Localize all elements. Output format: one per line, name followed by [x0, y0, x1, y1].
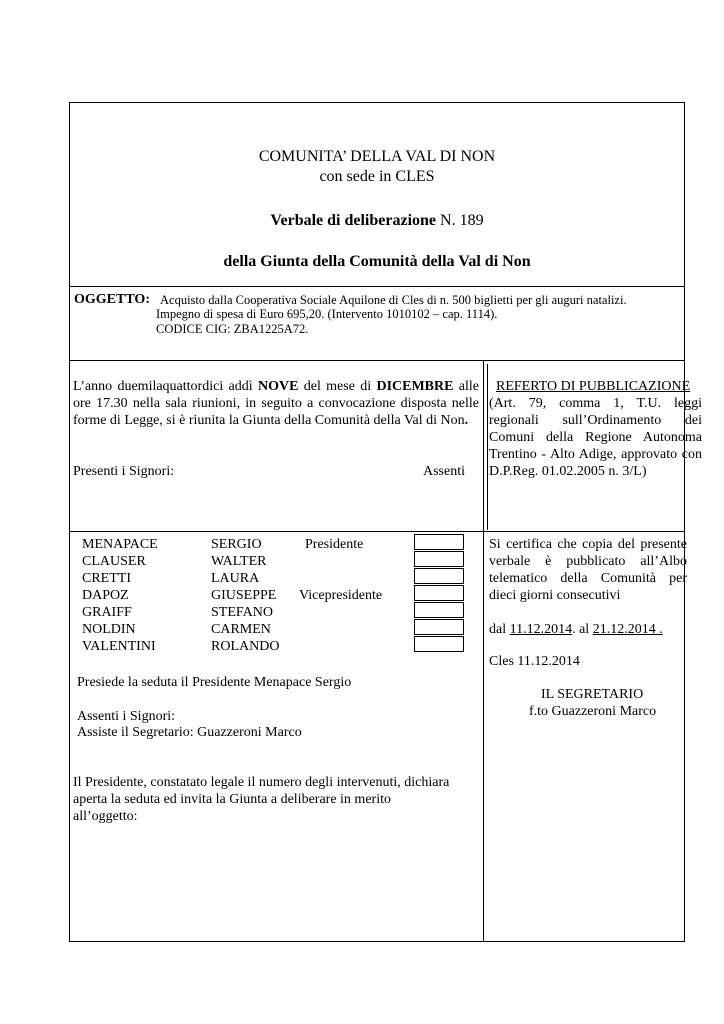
cles-date: Cles 11.12.2014 [489, 654, 580, 669]
member-surname: CLAUSER [82, 554, 146, 569]
intro-text-1: L’anno duemilaquattordici addì [73, 379, 258, 394]
certifica-text: Si certifica che copia del presente verbale è pubblicato all’Albo telematico della Comunità per dieci giorni consecutivi [489, 537, 687, 603]
verbale-label: Verbale di deliberazione [270, 212, 437, 229]
member-name: STEFANO [211, 605, 273, 620]
presidente-text-3: all’oggetto: [73, 809, 138, 824]
intro-month: DICEMBRE [376, 379, 454, 394]
absence-box [414, 568, 464, 584]
member-role: Presidente [305, 537, 364, 552]
frame-top [69, 102, 685, 103]
member-surname: GRAIFF [82, 605, 132, 620]
assiste-text: Assiste il Segretario: Guazzeroni Marco [77, 725, 302, 740]
absence-box [414, 551, 464, 567]
member-name: WALTER [211, 554, 267, 569]
frame-right [684, 102, 685, 942]
oggetto-text-3: CODICE CIG: ZBA1225A72. [156, 322, 309, 336]
absence-box [414, 585, 464, 601]
org-name: COMUNITA’ DELLA VAL DI NON [258, 148, 496, 165]
presiede-text: Presiede la seduta il Presidente Menapace Sergio [77, 675, 352, 690]
verbale-title [70, 211, 684, 231]
intro-text-3: alle ore 17.30 nella sala riunioni, in seguito a convocazione disposta nelle forme di Legge, si è riunita la Giunta della Comunità della Val di Non [73, 379, 479, 428]
dal-date: 11.12.2014 [509, 622, 573, 637]
referto-text: (Art. 79, comma 1, T.U. leggi regionali sull’Ordinamento dei Comuni della Regione Autonoma Trentino - Alto Adige, approvato con D.P.Reg. 01.02.2005 n. 3/L) [489, 396, 702, 479]
member-surname: VALENTINI [82, 639, 156, 654]
oggetto-text-1: Acquisto dalla Cooperativa Sociale Aquilone di Cles di n. 500 biglietti per gli auguri natalizi. [160, 293, 627, 307]
divider-header [69, 286, 685, 287]
member-surname: MENAPACE [82, 537, 158, 552]
absence-box [414, 636, 464, 652]
presidente-text-2: aperta la seduta ed invita la Giunta a deliberare in merito [73, 792, 391, 807]
verbale-number: N. 189 [436, 212, 484, 229]
frame-bottom [69, 941, 685, 942]
segretario-name: f.to Guazzeroni Marco [529, 704, 657, 719]
member-name: GIUSEPPE [211, 588, 277, 603]
intro-day: NOVE [257, 379, 299, 394]
assenti-signori: Assenti i Signori: [77, 709, 176, 724]
member-name: ROLANDO [211, 639, 280, 654]
al-label: . al [572, 622, 593, 637]
oggetto-text-2: Impegno di spesa di Euro 695,20. (Intervento 1010102 – cap. 1114). [156, 307, 498, 321]
assenti-label: Assenti [423, 464, 465, 479]
segretario-title: IL SEGRETARIO [541, 687, 644, 702]
al-date: 21.12.2014 . [592, 622, 663, 637]
absence-box [414, 619, 464, 635]
org-seat: con sede in CLES [319, 168, 435, 185]
member-surname: CRETTI [82, 571, 131, 586]
oggetto-label: OGGETTO: [74, 292, 150, 307]
presenti-label: Presenti i Signori: [73, 464, 175, 479]
publication-dates [489, 621, 663, 638]
member-surname: NOLDIN [82, 622, 136, 637]
member-surname: DAPOZ [82, 588, 129, 603]
member-name: LAURA [211, 571, 260, 586]
dal-label: dal [489, 622, 510, 637]
divider-oggetto [69, 360, 685, 361]
member-name: CARMEN [211, 622, 271, 637]
divider-vertical-inner [487, 364, 488, 530]
absence-box [414, 602, 464, 618]
absence-box [414, 534, 464, 550]
divider-vertical [483, 360, 484, 942]
intro-text-2: del mese di [298, 379, 377, 394]
intro-paragraph [73, 378, 479, 429]
member-name: SERGIO [211, 537, 262, 552]
member-role: Vicepresidente [299, 588, 383, 603]
presidente-text-1: Il Presidente, constatato legale il numero degli intervenuti, dichiara [73, 775, 450, 790]
giunta-title: della Giunta della Comunità della Val di Non [223, 253, 531, 270]
referto-title: REFERTO DI PUBBLICAZIONE [496, 379, 691, 394]
divider-members [69, 531, 685, 532]
intro-period: . [464, 413, 469, 428]
